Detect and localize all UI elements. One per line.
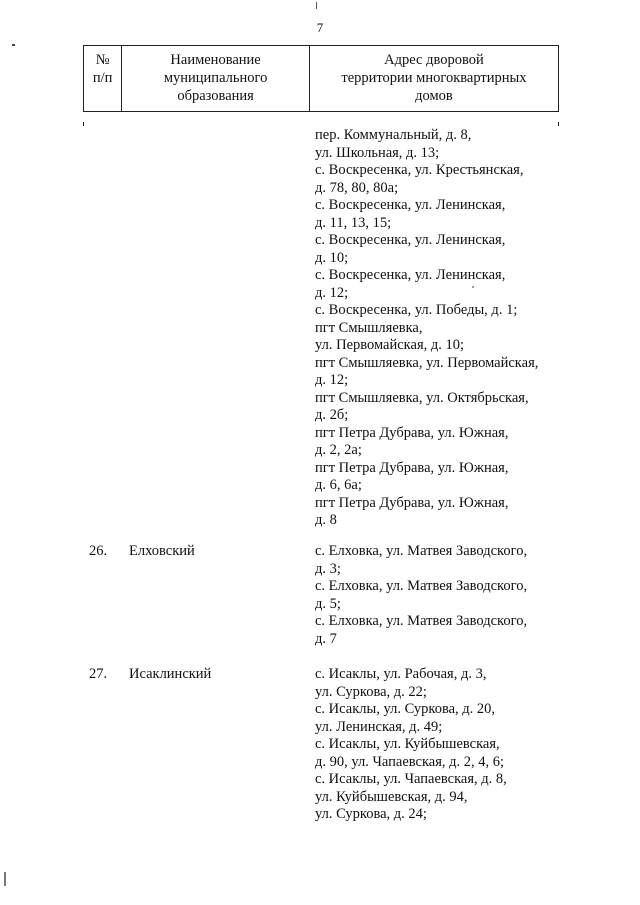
header-municipality-line: Наименование [170, 52, 261, 68]
table-left-border-stub [83, 122, 84, 126]
table-right-border-stub [558, 122, 559, 126]
header-address-column [309, 46, 558, 112]
header-address-line: территории многоквартирных [341, 70, 527, 86]
scan-mark-left [12, 44, 15, 46]
row-address: пер. Коммунальный, д. 8, ул. Школьная, д. 13; с. Воскресенка, ул. Крестьянская, д. 78, 80, 80а; с. Воскресенка, ул. Ленинская, д. 11, 13, 15; с. Воскресенка, ул. Ленинская, д. 10; с. Воскресенка, ул. Ленинская, д. 12; с. Воскресенка, ул. Победы, д. 1; пгт Смышляевка, ул. Первомайская, д. 10; пгт Смышляевка, ул. Первомайская, д. 12; пгт Смышляевка, ул. Октябрьская, д. 2б; пгт Петра Дубрава, ул. Южная, д. 2, 2а; пгт Петра Дубрава, ул. Южная, д. 6, 6а; пгт Петра Дубрава, ул. Южная, д. 8 [315, 127, 539, 528]
row-address: с. Елховка, ул. Матвея Заводского, д. 3; с. Елховка, ул. Матвея Заводского, д. 5; с. Елховка, ул. Матвея Заводского, д. 7 [315, 543, 528, 647]
row-municipality: Исаклинский [129, 666, 212, 682]
row-number: 27. [89, 666, 108, 682]
header-municipality-column [122, 46, 310, 112]
row-number: 26. [89, 543, 108, 559]
header-row [84, 46, 559, 112]
scan-mark-top [316, 2, 317, 9]
header-number-line: № [95, 52, 110, 68]
table-header [83, 45, 559, 112]
header-municipality-line: образования [177, 88, 254, 104]
scan-mark-left-bottom [4, 872, 6, 886]
page-number: 7 [316, 20, 324, 35]
row-municipality: Елховский [129, 543, 195, 559]
row-address: с. Исаклы, ул. Рабочая, д. 3, ул. Суркова, д. 22; с. Исаклы, ул. Суркова, д. 20, ул. Ленинская, д. 49; с. Исаклы, ул. Куйбышевская, д. 90, ул. Чапаевская, д. 2, 4, 6; с. Исаклы, ул. Чапаевская, д. 8, ул. Куйбышевская, д. 94, ул. Суркова, д. 24; [315, 666, 507, 822]
header-municipality-line: муниципального [163, 70, 268, 86]
header-address-line: Адрес дворовой [384, 52, 484, 68]
header-number-column [84, 46, 122, 112]
header-address-line: домов [415, 88, 453, 104]
header-number-line: п/п [92, 70, 113, 86]
